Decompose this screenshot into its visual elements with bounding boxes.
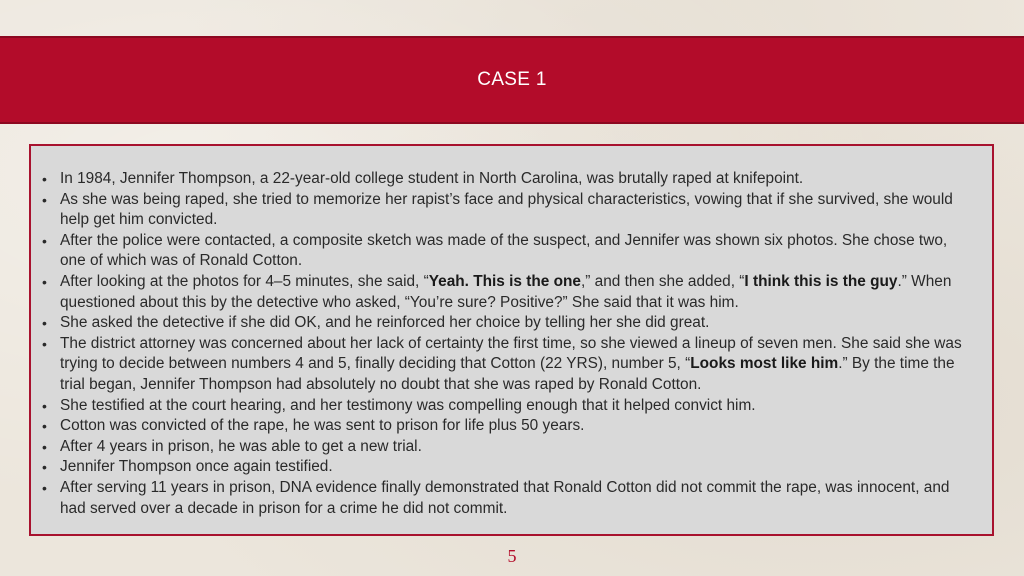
bullet-text: .” By the time the trial began, Jennifer Thompson had absolutely no doubt that she was raped by Ronald Cotton. — [60, 355, 955, 393]
list-item — [40, 190, 968, 231]
list-item — [40, 396, 968, 417]
bullet-icon: • — [42, 438, 47, 455]
list-item — [40, 416, 968, 437]
bullet-text: She asked the detective if she did OK, and he reinforced her choice by telling her she did great. — [60, 314, 710, 332]
bullet-icon: • — [42, 418, 47, 435]
list-item — [40, 169, 968, 190]
bullet-icon: • — [42, 397, 47, 414]
bullet-icon: • — [42, 191, 47, 208]
bullet-bold-text: I think this is the guy — [744, 272, 898, 290]
bullet-text: After 4 years in prison, he was able to get a new trial. — [60, 437, 422, 455]
bullet-text: After the police were contacted, a composite sketch was made of the suspect, and Jennifer was shown six photos. She chose two, one of which was of Ronald Cotton. — [60, 231, 948, 270]
bullet-icon: • — [42, 171, 47, 187]
bullet-text: Cotton was convicted of the rape, he was sent to prison for life plus 50 years. — [60, 417, 585, 435]
bullet-icon: • — [42, 315, 47, 332]
bullet-text: After looking at the photos for 4–5 minutes, she said, “ — [60, 272, 429, 290]
bullet-icon: • — [42, 273, 47, 290]
list-item — [40, 313, 968, 334]
list-item — [40, 437, 968, 458]
bullet-text: The district attorney was concerned about her lack of certainty the first time, so she viewed a lineup of seven men. She said she was trying to decide between numbers 4 and 5, finally deciding that Cotton (22 YRS), number 5, “ — [60, 334, 962, 373]
bullet-text: ,” and then she added, “ — [580, 272, 745, 290]
bullet-text: After serving 11 years in prison, DNA evidence finally demonstrated that Ronald Cotton did not commit the rape, was innocent, and had served over a decade in prison for a crime he did not commit. — [60, 478, 950, 517]
bullet-bold-text: Yeah. This is the one — [428, 272, 581, 290]
bullet-icon: • — [42, 335, 47, 352]
bullet-text: She testified at the court hearing, and her testimony was compelling enough that it helped convict him. — [60, 396, 756, 414]
page-number: 5 — [507, 546, 517, 566]
bullet-icon: • — [42, 459, 47, 476]
list-item — [40, 457, 968, 478]
bullet-text: .” When questioned about this by the detective who asked, “You’re sure? Positive?” She said that it was him. — [60, 272, 952, 311]
bullet-text: Jennifer Thompson once again testified. — [60, 458, 333, 476]
bullet-text: As she was being raped, she tried to memorize her rapist’s face and physical characteristics, vowing that if she survived, she would help get him convicted. — [60, 190, 953, 229]
list-item — [40, 272, 968, 313]
title-banner — [0, 36, 1024, 124]
list-item — [40, 478, 968, 519]
slide-title: CASE 1 — [477, 69, 547, 90]
bullet-bold-text: Looks most like him — [690, 355, 839, 373]
bullet-icon: • — [42, 232, 47, 249]
list-item — [40, 334, 968, 396]
content-box — [29, 144, 994, 536]
bullet-list — [40, 169, 968, 519]
bullet-icon: • — [42, 479, 47, 496]
list-item — [40, 231, 968, 272]
bullet-text: In 1984, Jennifer Thompson, a 22-year-old college student in North Carolina, was brutally raped at knifepoint. — [60, 170, 804, 187]
